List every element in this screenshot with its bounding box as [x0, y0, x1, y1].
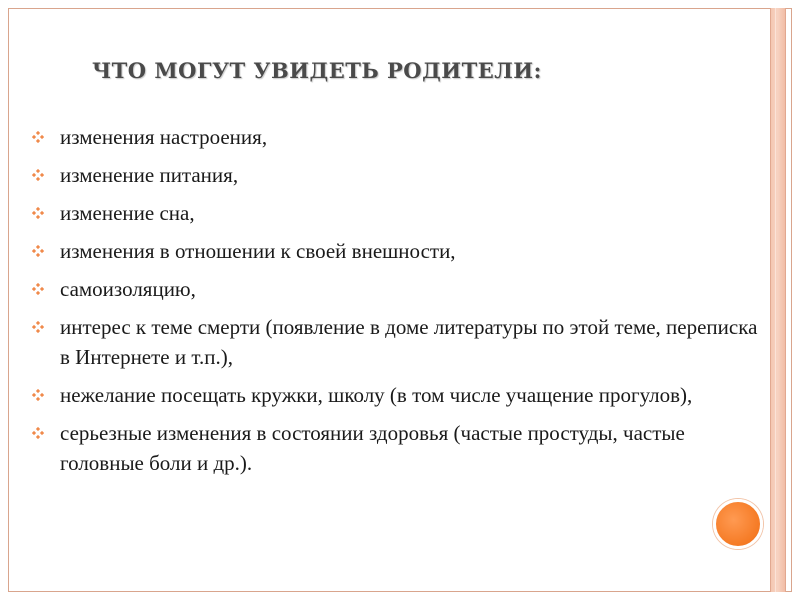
diamond-dots-icon	[32, 283, 44, 295]
list-item-text: самоизоляцию,	[60, 277, 196, 301]
list-item	[32, 122, 772, 152]
list-item	[32, 312, 772, 372]
orange-circle-decoration	[713, 499, 763, 549]
list-item-text: интерес к теме смерти (появление в доме литературы по этой теме, переписка в Интернете и т.п.),	[60, 315, 758, 369]
side-decoration-bar	[770, 8, 786, 592]
diamond-dots-icon	[32, 321, 44, 333]
bullet-list	[32, 122, 772, 486]
list-item-text: изменения настроения,	[60, 125, 268, 149]
diamond-dots-icon	[32, 389, 44, 401]
diamond-dots-icon	[32, 169, 44, 181]
side-bar-highlight	[775, 8, 776, 592]
list-item-text: нежелание посещать кружки, школу (в том числе учащение прогулов),	[60, 383, 693, 407]
slide-title: ЧТО МОГУТ УВИДЕТЬ РОДИТЕЛИ:	[92, 58, 542, 83]
list-item	[32, 236, 772, 266]
list-item	[32, 160, 772, 190]
list-item-text: изменение сна,	[60, 201, 195, 225]
diamond-dots-icon	[32, 427, 44, 439]
list-item-text: изменение питания,	[60, 163, 239, 187]
list-item	[32, 418, 772, 478]
list-item	[32, 274, 772, 304]
diamond-dots-icon	[32, 245, 44, 257]
list-item-text: изменения в отношении к своей внешности,	[60, 239, 456, 263]
list-item-text: серьезные изменения в состоянии здоровья (частые простуды, частые головные боли и др.).	[60, 421, 685, 475]
diamond-dots-icon	[32, 207, 44, 219]
list-item	[32, 198, 772, 228]
diamond-dots-icon	[32, 131, 44, 143]
list-item	[32, 380, 772, 410]
